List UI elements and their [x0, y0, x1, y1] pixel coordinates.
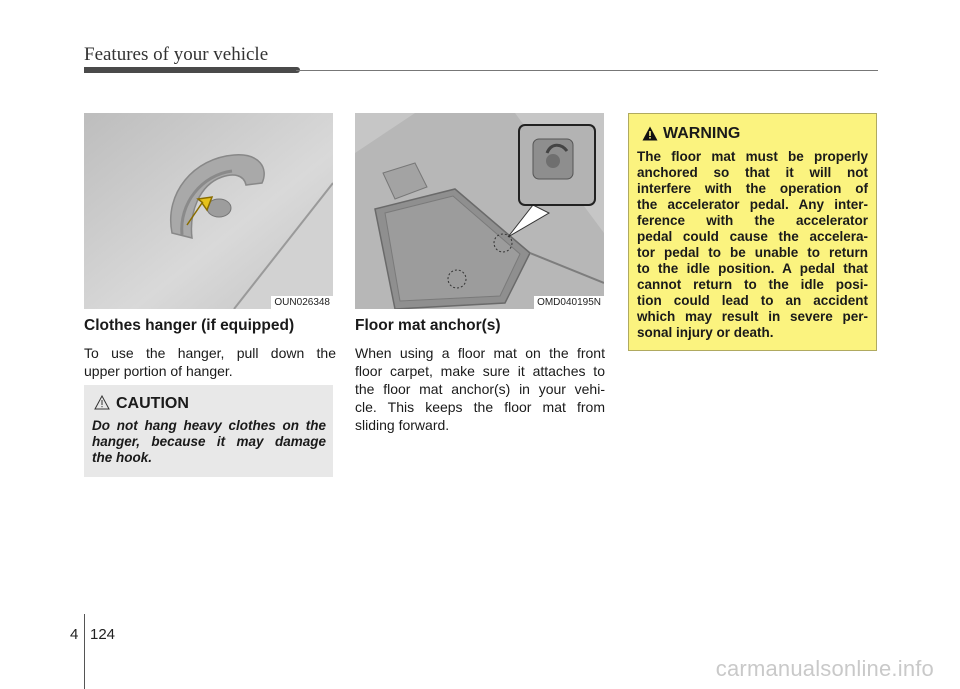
warning-box [628, 113, 877, 351]
caution-line: hanger, because it may damage [92, 434, 326, 449]
warning-line: interfere with the operation of [637, 181, 868, 196]
header-accent-bar [84, 67, 300, 73]
body-line: When using a floor mat on the front [355, 345, 605, 361]
warning-line: ference with the accelerator [637, 213, 868, 228]
warning-line: sonal injury or death. [637, 325, 774, 340]
section-heading: Floor mat anchor(s) [355, 317, 501, 334]
floor-mat-drawing [355, 113, 604, 309]
section-clothes-hanger [84, 317, 336, 380]
warning-line: tor pedal to be unable to return [637, 245, 868, 260]
hanger-illustration [84, 113, 333, 309]
body-line: cle. This keeps the floor mat from [355, 399, 605, 415]
floor-mat-illustration [355, 113, 604, 309]
page-number: 124 [90, 626, 116, 643]
caution-line: Do not hang heavy clothes on the [92, 418, 326, 433]
caution-line: the hook. [92, 450, 152, 465]
body-line: upper portion of hanger. [84, 363, 233, 379]
caution-title: CAUTION [116, 395, 189, 412]
section-heading: Clothes hanger (if equipped) [84, 317, 295, 334]
chapter-number: 4 [70, 626, 79, 643]
warning-line: The floor mat must be properly [637, 149, 868, 164]
figure-code: OUN026348 [271, 296, 333, 309]
caution-icon [94, 395, 110, 411]
page-header-title: Features of your vehicle [84, 44, 269, 65]
footer-divider [84, 614, 85, 689]
caution-box [84, 385, 333, 477]
warning-line: pedal could cause the accelera- [637, 229, 868, 244]
body-line: the floor mat anchor(s) in your vehi- [355, 381, 605, 397]
warning-line: cannot return to the idle posi- [637, 277, 868, 292]
body-line: To use the hanger, pull down the [84, 345, 336, 361]
section-floor-mat-anchor [355, 317, 605, 434]
body-line: floor carpet, make sure it attaches to [355, 363, 605, 379]
warning-icon [642, 126, 658, 141]
watermark: carmanualsonline.info [715, 656, 934, 681]
figure-code: OMD040195N [534, 296, 604, 309]
warning-line: tion could lead to an accident [637, 293, 868, 308]
warning-line: anchored so that it will not [637, 165, 868, 180]
warning-line: to the idle position. A pedal that [637, 261, 868, 276]
hanger-drawing [84, 113, 333, 309]
body-line: sliding forward. [355, 417, 450, 433]
warning-line: the accelerator pedal. Any inter- [637, 197, 868, 212]
warning-title: WARNING [663, 125, 741, 142]
header-rule [296, 70, 878, 71]
warning-line: which may result in severe per- [637, 309, 868, 324]
